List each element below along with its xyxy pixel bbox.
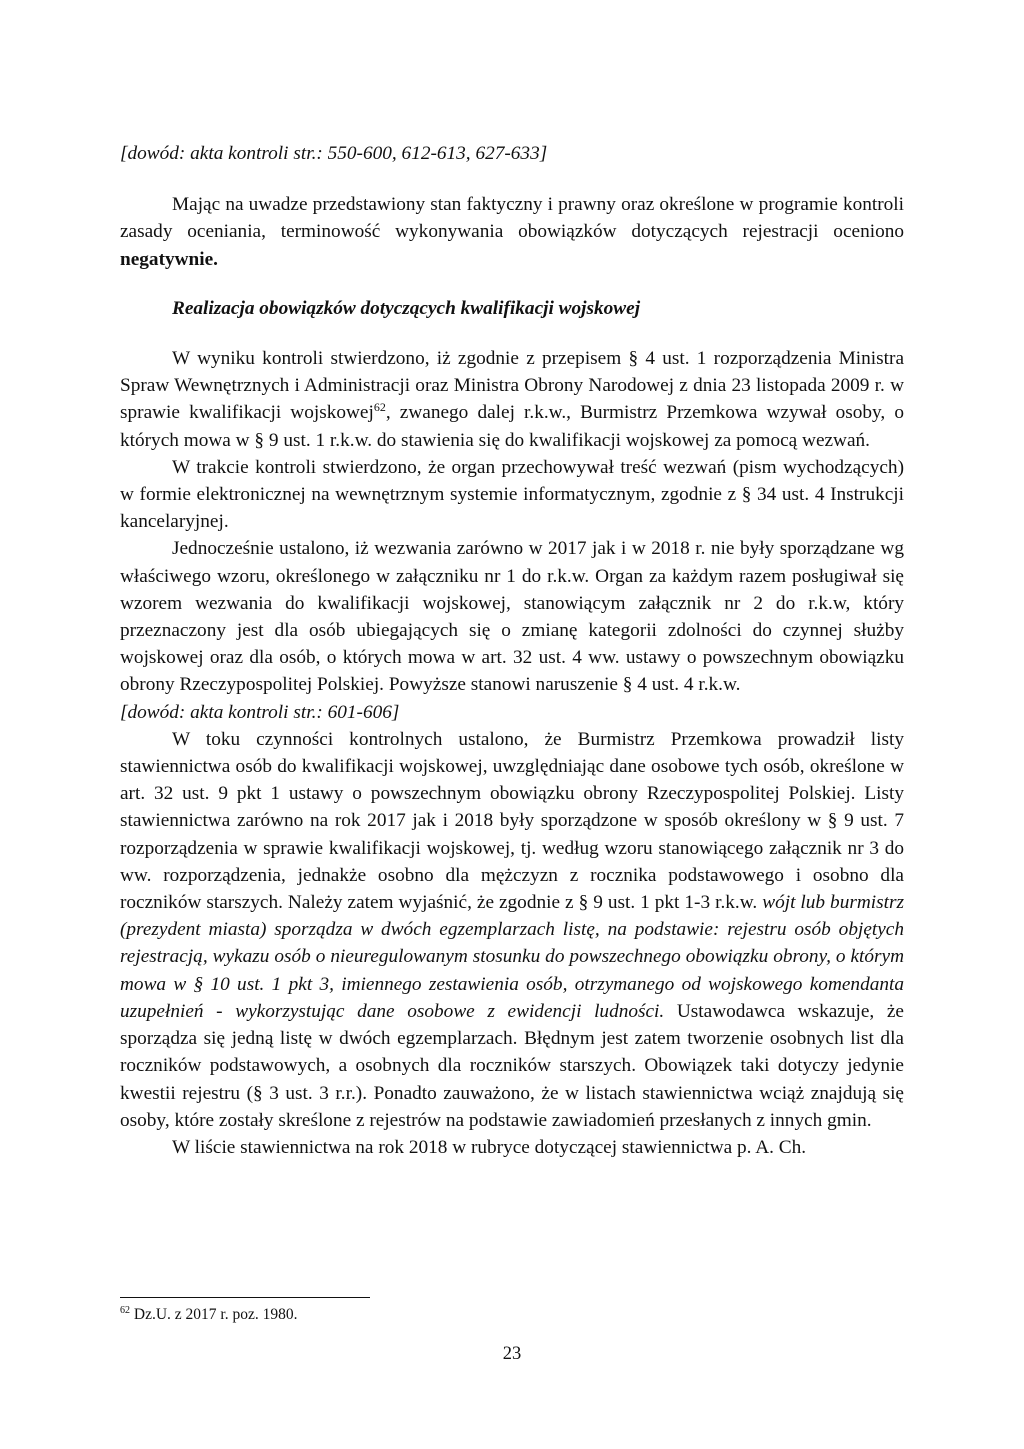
paragraph-text: W wyniku kontroli stwierdzono, iż zgodnie z przepisem § 4 ust. 1 rozporządzenia Ministra Spraw Wewnętrznych i Administracji oraz Ministra Obrony Narodowej z dnia 23 listopada 2009 r. w sprawie kwalifikacji wojskowej [120, 348, 904, 424]
page-number: 23 [502, 1344, 522, 1364]
paragraph-text: , zwanego dalej r.k.w., Burmistrz Przemkowa wzywał osoby, o których mowa w § 9 ust. 1 r.k.w. do stawienia się do kwalifikacji wojskowej za pomocą wezwań. [120, 402, 905, 451]
footnote-number: 62 [120, 1305, 130, 1316]
footnote-reference: 62 [373, 400, 386, 415]
assessment-result: negatywnie. [120, 248, 219, 270]
evidence-reference: [dowód: akta kontroli str.: 601-606] [120, 701, 400, 723]
paragraph-storage: W trakcie kontroli stwierdzono, że organ przechowywał treść wezwań (pism wychodzących) w formie elektronicznej na wewnętrznym systemie informatycznym, zgodnie z § 34 ust. 4 Instrukcji kancelaryjnej. [120, 456, 904, 533]
paragraph-continued: W liście stawiennictwa na rok 2018 w rubryce dotyczącej stawiennictwa p. A. Ch. [172, 1136, 807, 1158]
paragraph-attendance-lists [120, 726, 904, 1134]
paragraph-assessment [120, 191, 904, 273]
section-heading: Realizacja obowiązków dotyczących kwalifikacji wojskowej [172, 297, 641, 319]
evidence-reference: [dowód: akta kontroli str.: 550-600, 612-613, 627-633] [120, 143, 548, 164]
paragraph-text: W toku czynności kontrolnych ustalono, że Burmistrz Przemkowa prowadził listy stawiennictwa osób do kwalifikacji wojskowej, uwzględniając dane osobowe tych osób, określone w art. 32 ust. 9 pkt 1 ustawy o powszechnym obowiązku obrony Rzeczypospolitej Polskiej. Listy stawiennictwa zarówno na rok 2017 jak i 2018 były sporządzone w sposób określony w § 9 ust. 7 rozporządzenia w sprawie kwalifikacji wojskowej, tj. według wzoru stanowiącego załącznik nr 3 do ww. rozporządzenia, jednakże osobno dla mężczyzn z rocznika podstawowego i osobno dla roczników starszych. Należy zatem wyjaśnić, że zgodnie z § 9 ust. 1 pkt 1-3 r.k.w. [120, 728, 904, 914]
footnote-separator [120, 1297, 370, 1298]
legal-quote: wójt lub burmistrz (prezydent miasta) sporządza w dwóch egzemplarzach listę, na podstawie: rejestru osób objętych rejestracją, wykazu osób o nieuregulowanym stosunku do powszechnego obowiązku obrony, o którym mowa w § 10 ust. 1 pkt 3, imiennego zestawienia osób, otrzymanego od wojskowego komendanta uzupełnień - wykorzystując dane osobowe z ewidencji ludności. [120, 892, 904, 1022]
footnote [120, 1305, 297, 1325]
paragraph-text: Ustawodawca wskazuje, że sporządza się jedną listę w dwóch egzemplarzach. Błędnym jest zatem tworzenie osobnych list dla roczników podstawowych, a osobnych dla roczników starszych. Obowiązek taki dotyczy jedynie kwestii rejestru (§ 3 ust. 3 r.r.). Ponadto zauważono, że w listach stawiennictwa wciąż znajdują się osoby, które zostały skreślone z rejestrów na podstawie zawiadomień przesłanych z innych gmin. [120, 1000, 904, 1131]
paragraph-text: Mając na uwadze przedstawiony stan faktyczny i prawny oraz określone w programie kontroli zasady oceniania, terminowość wykonywania obowiązków dotyczących rejestracji oceniono [120, 194, 904, 243]
paragraph-regulation [120, 345, 904, 454]
document-body [120, 140, 904, 1161]
footnote-text: Dz.U. z 2017 r. poz. 1980. [130, 1306, 298, 1323]
paragraph-summons: Jednocześnie ustalono, iż wezwania zarówno w 2017 jak i w 2018 r. nie były sporządzane wg właściwego wzoru, określonego w załączniku nr 1 do r.k.w. Organ za każdym razem posługiwał się wzorem wezwania do kwalifikacji wojskowej, stanowiącym załącznik nr 2 do r.k.w, który przeznaczony jest dla osób ubiegających się o zmianę kategorii zdolności do czynnej służby wojskowej oraz dla osób, o których mowa w art. 32 ust. 4 ww. ustawy o powszechnym obowiązku obrony Rzeczypospolitej Polskiej. Powyższe stanowi naruszenie § 4 ust. 4 r.k.w. [120, 538, 904, 696]
